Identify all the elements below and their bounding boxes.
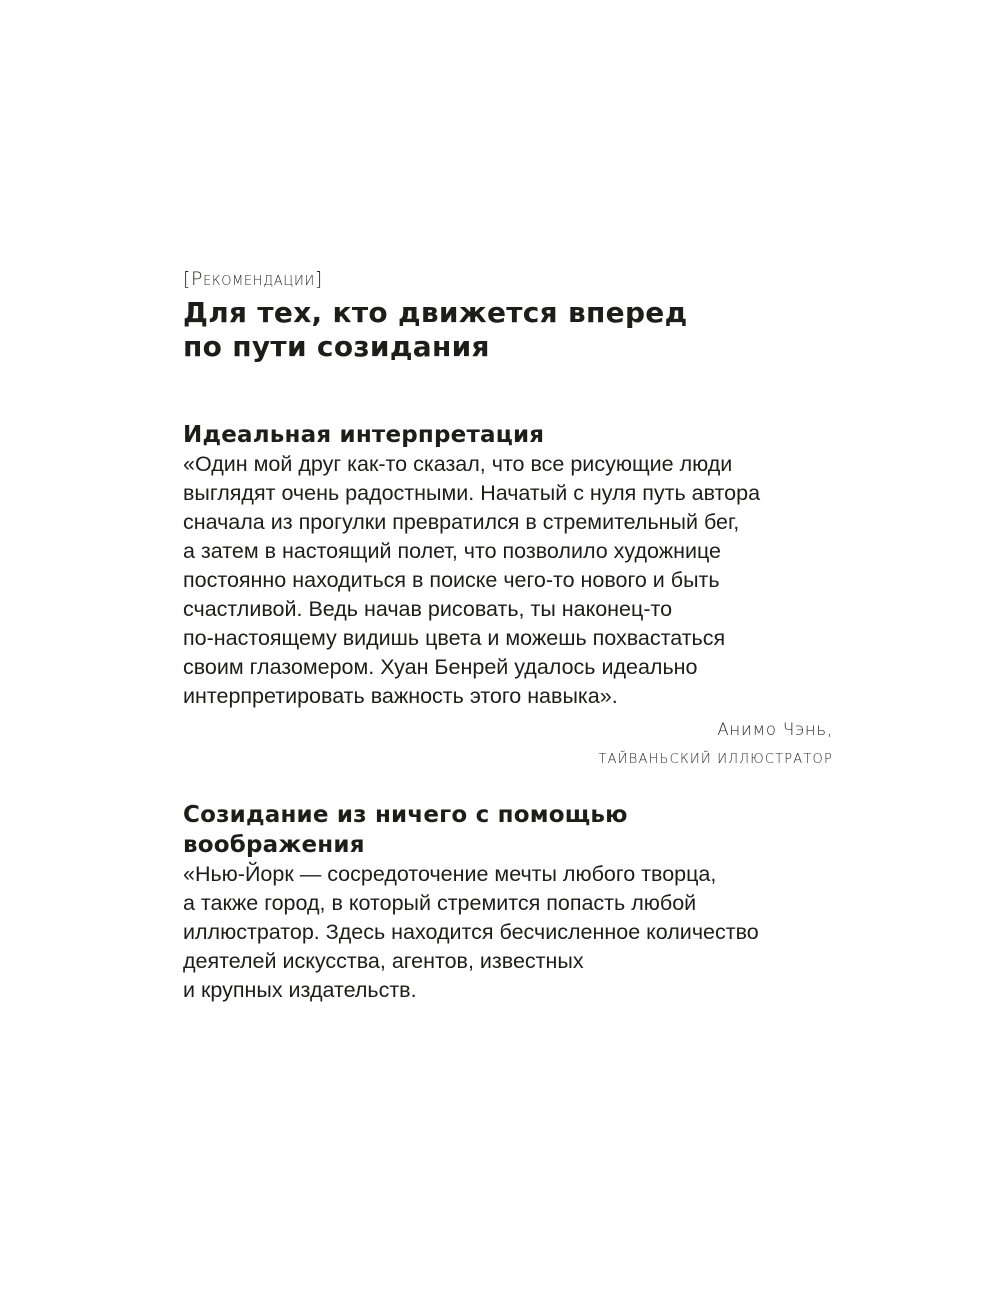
quote-line: выглядят очень радостными. Начатый с нуля путь автора bbox=[183, 481, 761, 505]
quote-paragraph bbox=[183, 860, 843, 1005]
quote-line: сначала из прогулки превратился в стремительный бег, bbox=[183, 510, 740, 534]
quote-line: а затем в настоящий полет, что позволило художнице bbox=[183, 539, 722, 563]
quote-line: своим глазомером. Хуан Бенрей удалось идеально bbox=[183, 655, 698, 679]
page-title-line: Для тех, кто движется вперед bbox=[183, 296, 688, 329]
page-content bbox=[183, 262, 843, 1002]
quote-attribution bbox=[183, 715, 833, 775]
quote-line: а также город, в который стремится попасть любой bbox=[183, 891, 697, 915]
quote-line: по-настоящему видишь цвета и можешь похвастаться bbox=[183, 626, 726, 650]
quote-line: «Нью-Йорк — сосредоточение мечты любого творца, bbox=[183, 862, 717, 886]
quote-line: деятелей искусства, агентов, известных bbox=[183, 949, 584, 973]
quote-paragraph bbox=[183, 450, 843, 711]
quote-line: интерпретировать важность этого навыка». bbox=[183, 684, 618, 708]
attribution-role: ТАЙВАНЬСКИЙ ИЛЛЮСТРАТОР bbox=[598, 752, 833, 767]
quote-line: и крупных издательств. bbox=[183, 978, 417, 1002]
section-heading-line: Созидание из ничего с помощью bbox=[183, 802, 628, 828]
recommendation-creation-from-imagination bbox=[183, 800, 843, 1005]
page-title bbox=[183, 296, 843, 364]
page-title-line: по пути созидания bbox=[183, 330, 490, 363]
section-heading-line: Идеальная интерпретация bbox=[183, 422, 545, 448]
section-heading bbox=[183, 420, 843, 450]
section-heading-line: воображения bbox=[183, 832, 365, 858]
quote-line: постоянно находиться в поиске чего-то нового и быть bbox=[183, 568, 720, 592]
quote-line: счастливой. Ведь начав рисовать, ты наконец-то bbox=[183, 597, 673, 621]
recommendation-ideal-interpretation bbox=[183, 420, 843, 775]
section-kicker: [Рекомендации] bbox=[183, 268, 323, 290]
attribution-name: Анимо Чэнь, bbox=[717, 720, 833, 739]
section-heading bbox=[183, 800, 843, 860]
quote-line: иллюстратор. Здесь находится бесчисленное количество bbox=[183, 920, 759, 944]
quote-line: «Один мой друг как-то сказал, что все рисующие люди bbox=[183, 452, 733, 476]
